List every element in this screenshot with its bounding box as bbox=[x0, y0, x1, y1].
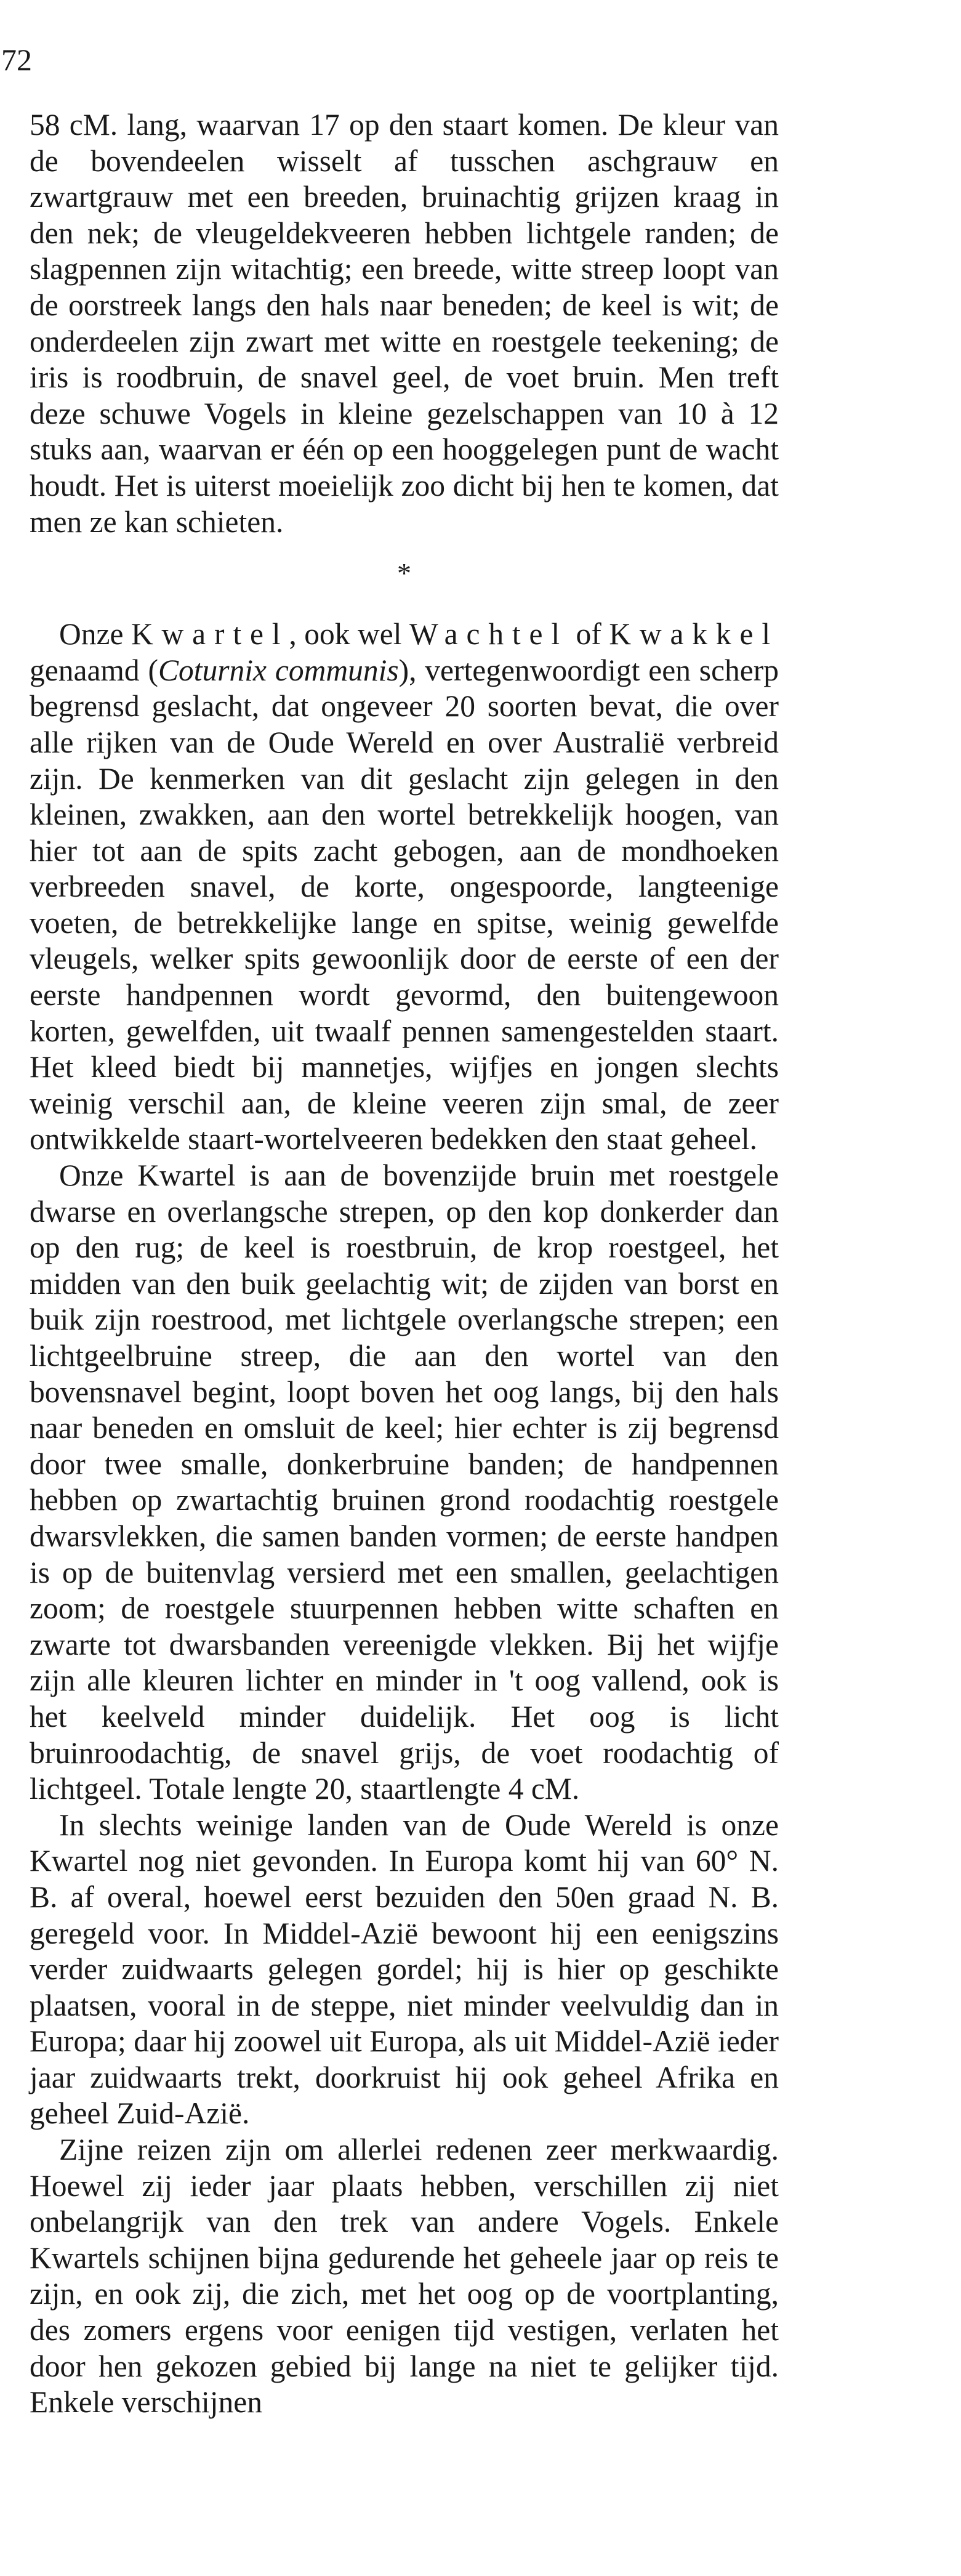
paragraph-intro-continuation: 58 cM. lang, waarvan 17 op den staart komen. De kleur van de bovendeelen wisselt af tusschen aschgrauw en zwartgrauw met een breeden, bruinachtig grijzen kraag in den nek; de vleugeldekveeren hebben lichtgele randen; de slagpennen zijn witachtig; een breede, witte streep loopt van de oorstreek langs den hals naar beneden; de keel is wit; de onderdeelen zijn zwart met witte en roestgele teekening; de iris is roodbruin, de snavel geel, de voet bruin. Men treft deze schuwe Vogels in kleine gezelschappen van 10 à 12 stuks aan, waarvan er één op een hooggelegen punt de wacht houdt. Het is uiterst moeielijk zoo dicht bij hen te komen, dat men ze kan schieten. bbox=[30, 108, 779, 539]
species-name-wachtel: Wachtel bbox=[409, 617, 568, 652]
text-fragment: , ook wel bbox=[289, 617, 410, 652]
text-fragment: Onze bbox=[59, 617, 131, 652]
section-separator: * bbox=[397, 557, 411, 589]
latin-name: Coturnix communis bbox=[158, 653, 399, 687]
species-name-kwakkel: Kwakkel bbox=[609, 617, 779, 652]
paragraph-migration: Zijne reizen zijn om allerlei redenen zeer merkwaardig. Hoewel zij ieder jaar plaats hebben, verschillen zij niet onbelangrijk van den trek van andere Vogels. Enkele Kwartels schijnen bijna gedurende het geheele jaar op reis te zijn, en ook zij, die zich, met het oog op de voortplanting, des zomers ergens voor eenigen tijd vestigen, verlaten het door hen gekozen gebied bij lange na niet te gelijker tijd. Enkele verschijnen bbox=[30, 2133, 779, 2420]
text-fragment: genaamd ( bbox=[30, 653, 158, 687]
text-column bbox=[30, 107, 779, 2421]
paragraph-kwartel-genus bbox=[30, 616, 779, 1158]
page-number: 72 bbox=[1, 42, 32, 77]
species-name-kwartel: Kwartel bbox=[131, 617, 289, 652]
text-fragment: of bbox=[568, 617, 609, 652]
text-fragment: ), vertegenwoordigt een scherp begrensd geslacht, dat ongeveer 20 soorten bevat, die over alle rijken van de Oude Wereld en over Australië verbreid zijn. De kenmerken van dit geslacht zijn gelegen in den kleinen, zwakken, aan den wortel betrekkelijk hoogen, van hier tot aan de spits zacht gebogen, aan de mondhoeken verbreeden snavel, de korte, ongespoorde, langteenige voeten, de betrekkelijke lange en spitse, weinig gewelfde vleugels, welker spits gewoonlijk door de eerste of een der eerste handpennen wordt gevormd, den buitengewoon korten, gewelfden, uit twaalf pennen samengestelden staart. Het kleed biedt bij mannetjes, wijfjes en jongen slechts weinig verschil aan, de kleine veeren zijn smal, de zeer ontwikkelde staart-wortelveeren bedekken den staat geheel. bbox=[30, 653, 779, 1157]
paragraph-plumage: Onze Kwartel is aan de bovenzijde bruin met roestgele dwarse en overlangsche strepen, op den kop donkerder dan op den rug; de keel is roestbruin, de krop roestgeel, het midden van den buik geelachtig wit; de zijden van borst en buik zijn roestrood, met lichtgele overlangsche strepen; een lichtgeelbruine streep, die aan den wortel van den bovensnavel begint, loopt boven het oog langs, bij den hals naar beneden en omsluit de keel; hier echter is zij begrensd door twee smalle, donkerbruine banden; de handpennen hebben op zwartachtig bruinen grond roodachtig roestgele dwarsvlekken, die samen banden vormen; de eerste handpen is op de buitenvlag versierd met een smallen, geelachtigen zoom; de roestgele stuurpennen hebben witte schaften en zwarte tot dwarsbanden vereenigde vlekken. Bij het wijfje zijn alle kleuren lichter en minder in 't oog vallend, ook is het keelveld minder duidelijk. Het oog is licht bruinroodachtig, de snavel grijs, de voet roodachtig of lichtgeel. Totale lengte 20, staartlengte 4 cM. bbox=[30, 1158, 779, 1806]
paragraph-distribution: In slechts weinige landen van de Oude Wereld is onze Kwartel nog niet gevonden. In Europa komt hij van 60° N. B. af overal, hoewel eerst bezuiden den 50en graad N. B. geregeld voor. In Middel-Azië bewoont hij een eenigszins verder zuidwaarts gelegen gordel; hij is hier op geschikte plaatsen, vooral in de steppe, niet minder veelvuldig dan in Europa; daar hij zoowel uit Europa, als uit Middel-Azië ieder jaar zuidwaarts trekt, doorkruist hij ook geheel Afrika en geheel Zuid-Azië. bbox=[30, 1807, 779, 2131]
